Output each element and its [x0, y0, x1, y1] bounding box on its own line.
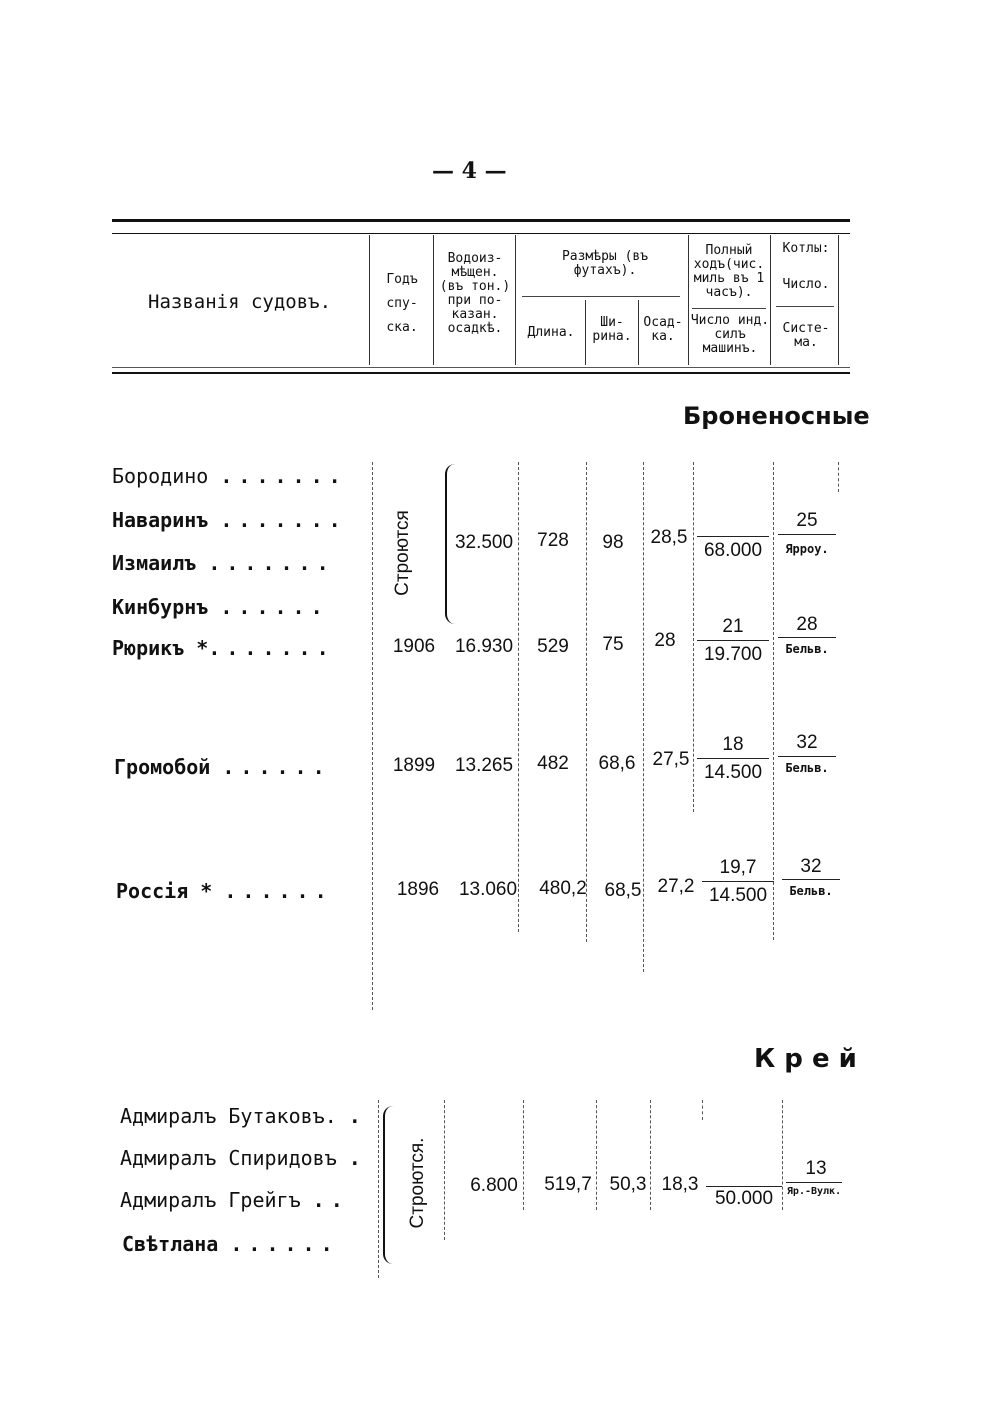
header-top-rule-thin	[112, 233, 850, 234]
horsepower: 14.500	[708, 885, 768, 906]
length: 529	[537, 636, 569, 657]
header-boilers-system: Систе-ма.	[782, 321, 830, 350]
boiler-line	[782, 879, 840, 880]
displacement: 13.060	[458, 879, 518, 900]
section-title-battleships: Броненосные	[683, 402, 870, 430]
header-sep-5	[638, 300, 639, 365]
draught: 27,5	[652, 749, 690, 770]
length: 482	[537, 753, 569, 774]
system: Бельв.	[785, 761, 829, 775]
header-boiler-rule	[776, 306, 834, 307]
header-dim-rule	[522, 296, 680, 297]
ship-name: Бородино .......	[112, 464, 347, 488]
year: 1899	[392, 755, 436, 776]
cr-sep-4	[596, 1100, 597, 1210]
cr-group-frac-line	[706, 1186, 782, 1187]
speed: 18	[722, 734, 744, 755]
ship-name: Измаилъ .......	[112, 551, 335, 575]
header-name: Названія судовъ.	[148, 291, 332, 313]
displacement: 13.265	[454, 755, 514, 776]
header-horsepower: Число инд. силъ машинъ.	[690, 313, 770, 356]
bs-sep-4	[586, 462, 587, 942]
cr-group-brace-left	[383, 1106, 393, 1264]
bs-group-horsepower: 68.000	[703, 540, 763, 561]
frac-line	[697, 758, 769, 759]
bs-group-displacement: 32.500	[454, 532, 514, 553]
header-boilers-number: Число.	[782, 277, 830, 292]
header-sep-1	[369, 235, 370, 365]
beam: 75	[602, 634, 624, 655]
bs-sep-3	[518, 462, 519, 932]
header-speed-rule	[692, 308, 766, 309]
bs-group-boilers: 25	[796, 510, 818, 531]
length: 480,2	[539, 878, 587, 899]
boilers: 28	[796, 614, 818, 635]
frac-line	[697, 640, 769, 641]
bs-sep-1	[372, 462, 373, 1010]
section-title-cruisers: К р е й	[754, 1044, 857, 1074]
year: 1896	[396, 879, 440, 900]
cr-sep-1	[378, 1100, 379, 1278]
system: Бельв.	[789, 884, 833, 898]
draught: 27,2	[657, 876, 695, 897]
system: Бельв.	[785, 642, 829, 656]
ship-name: Громобой ......	[114, 755, 331, 779]
bs-group-length: 728	[537, 530, 569, 551]
header-length: Длина.	[527, 325, 575, 340]
ship-name: Адмиралъ Бутаковъ. .	[120, 1104, 367, 1128]
header-beam: Ши-рина.	[592, 315, 632, 344]
beam: 68,5	[604, 880, 642, 901]
ship-name: Россія * ......	[116, 879, 333, 903]
header-bottom-rule-2	[112, 372, 850, 374]
header-bottom-rule	[112, 367, 850, 368]
header-sep-4	[585, 300, 586, 365]
cr-group-length: 519,7	[544, 1174, 592, 1195]
bs-sep-8	[838, 462, 839, 492]
header-speed: Полный ходъ(чис. миль въ 1 часъ).	[693, 243, 765, 300]
cr-group-displacement: 6.800	[470, 1175, 518, 1196]
header-sep-6	[688, 235, 689, 365]
bs-group-draught: 28,5	[650, 527, 688, 548]
page-number: — 4 —	[432, 158, 507, 184]
ship-name: Навaринъ .......	[112, 508, 347, 532]
boilers: 32	[800, 856, 822, 877]
cr-sep-6	[702, 1100, 703, 1120]
draught: 28	[654, 630, 676, 651]
header-sep-3	[515, 235, 516, 365]
cr-group-boiler-line	[786, 1182, 842, 1183]
boiler-line	[778, 637, 836, 638]
cr-sep-2	[444, 1100, 445, 1240]
header-displacement: Водоиз-мѣщен. (въ тон.) при по-казан. осадкѣ.	[439, 251, 511, 336]
speed: 19,7	[719, 857, 757, 878]
bs-group-beam: 98	[602, 532, 624, 553]
bs-building-label: Строются	[392, 510, 413, 596]
ship-name: Адмиралъ Грейгъ ..	[120, 1188, 349, 1212]
ship-name: Свѣтлана ......	[122, 1232, 339, 1256]
header-sep-2	[433, 235, 434, 365]
year: 1906	[392, 636, 436, 657]
horsepower: 19.700	[703, 644, 763, 665]
header-top-rule	[112, 219, 850, 222]
speed: 21	[722, 616, 744, 637]
bs-group-system: Ярроу.	[785, 542, 829, 556]
cr-sep-7	[782, 1100, 783, 1210]
boiler-line	[778, 756, 836, 757]
ship-name: Рюрикъ *.......	[112, 636, 335, 660]
cr-building-label: Строются.	[407, 1137, 428, 1229]
cr-group-horsepower: 50.000	[714, 1188, 774, 1209]
boilers: 32	[796, 732, 818, 753]
header-dimensions: Размѣры (въ футахъ).	[561, 249, 649, 278]
bs-group-frac-line	[697, 536, 769, 537]
header-year: Годъ спу-ска.	[386, 272, 418, 335]
cr-group-beam: 50,3	[609, 1174, 647, 1195]
bs-group-boiler-line	[778, 534, 836, 535]
cr-group-draught: 18,3	[661, 1174, 699, 1195]
horsepower: 14.500	[703, 762, 763, 783]
ship-name: Адмиралъ Спиридовъ .	[120, 1146, 367, 1170]
header-sep-8	[838, 235, 839, 365]
ship-name: Кинбурнъ ......	[112, 595, 329, 619]
frac-line	[702, 881, 774, 882]
cr-group-system: Яр.-Вулк.	[786, 1186, 842, 1197]
header-boilers: Котлы:	[782, 241, 830, 256]
header-draught: Осад-ка.	[643, 315, 683, 344]
header-sep-7	[770, 235, 771, 365]
displacement: 16.930	[454, 636, 514, 657]
cr-group-boilers: 13	[805, 1158, 827, 1179]
beam: 68,6	[598, 753, 636, 774]
